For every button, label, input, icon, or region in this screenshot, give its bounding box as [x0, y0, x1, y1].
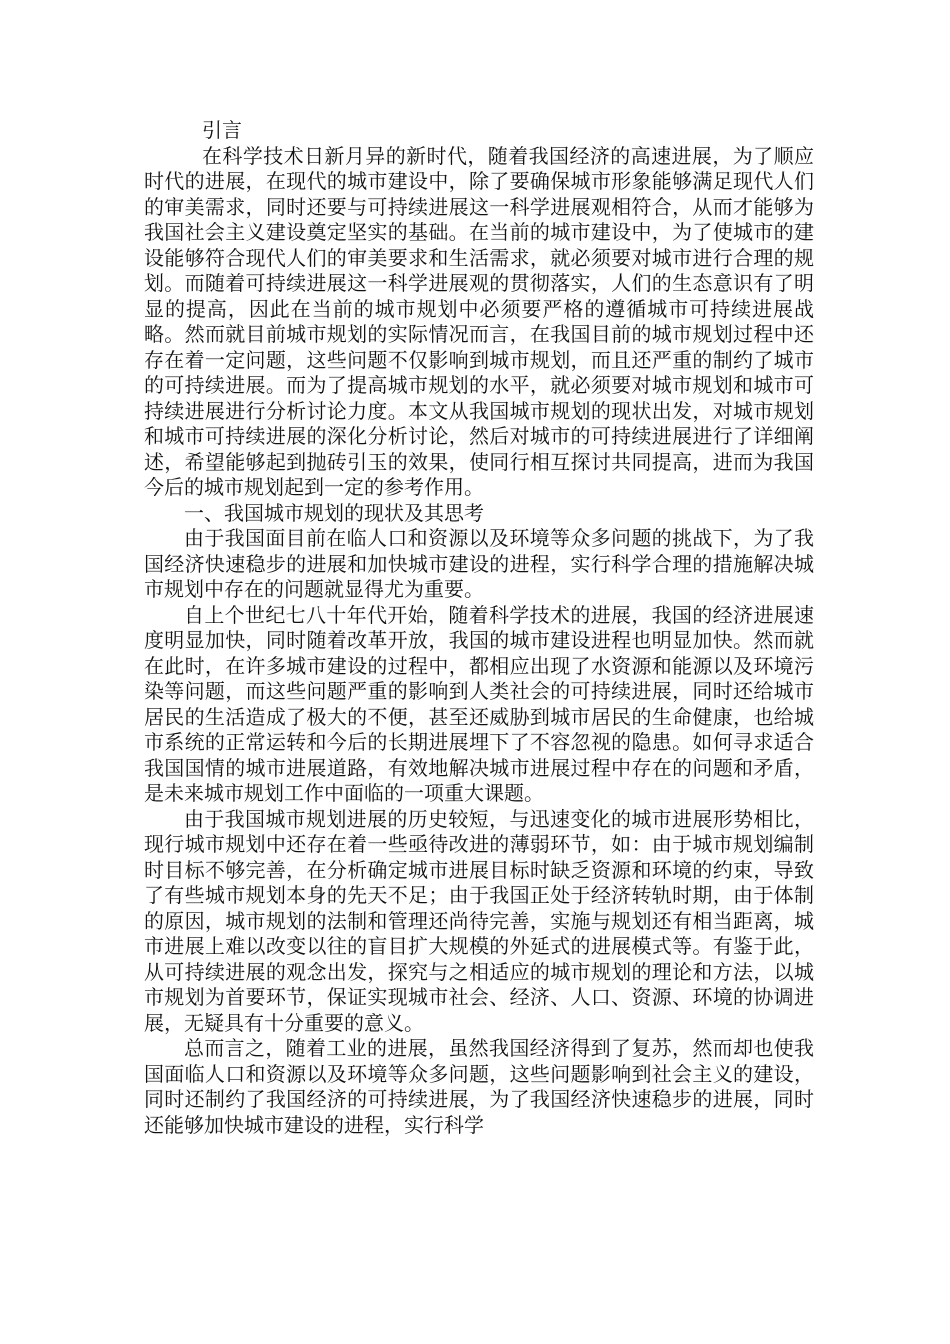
- body-paragraph: 总而言之，随着工业的进展，虽然我国经济得到了复苏，然而却也使我国面临人口和资源以及环境等众多问题，这些问题影响到社会主义的建设，同时还制约了我国经济的可持续进展，为了我国经济快速稳步的进展，同时还能够加快城市建设的进程，实行科学: [144, 1036, 814, 1137]
- intro-paragraph: 在科学技术日新月异的新时代，随着我国经济的高速进展，为了顺应时代的进展，在现代的城市建设中，除了要确保城市形象能够满足现代人们的审美需求，同时还要与可持续进展这一科学进展观相符合，从而才能够为我国社会主义建设奠定坚实的基础。在当前的城市建设中，为了使城市的建设能够符合现代人们的审美要求和生活需求，就必须要对城市进行合理的规划。而随着可持续进展这一科学进展观的贯彻落实，人们的生态意识有了明显的提高，因此在当前的城市规划中必须要严格的遵循城市可持续进展战略。然而就目前城市规划的实际情况而言，在我国目前的城市规划过程中还存在着一定问题，这些问题不仅影响到城市规划，而且还严重的制约了城市的可持续进展。而为了提高城市规划的水平，就必须要对城市规划和城市可持续进展进行分析讨论力度。本文从我国城市规划的现状出发，对城市规划和城市可持续进展的深化分析讨论，然后对城市的可持续进展进行了详细阐述，希望能够起到抛砖引玉的效果，使同行相互探讨共同提高，进而为我国今后的城市规划起到一定的参考作用。: [144, 143, 814, 499]
- section-heading: 一、我国城市规划的现状及其思考: [184, 500, 484, 525]
- body-paragraph: 由于我国面目前在临人口和资源以及环境等众多问题的挑战下，为了我国经济快速稳步的进展和加快城市建设的进程，实行科学合理的措施解决城市规划中存在的问题就显得尤为重要。: [144, 526, 814, 601]
- body-paragraph: 自上个世纪七八十年代开始，随着科学技术的进展，我国的经济进展速度明显加快，同时随着改革开放，我国的城市建设进程也明显加快。然而就在此时，在许多城市建设的过程中，都相应出现了水资源和能源以及环境污染等问题，而这些问题严重的影响到人类社会的可持续进展，同时还给城市居民的生活造成了极大的不便，甚至还威胁到城市居民的生命健康，也给城市系统的正常运转和今后的长期进展埋下了不容忽视的隐患。如何寻求适合我国国情的城市进展道路，有效地解决城市进展过程中存在的问题和矛盾，是未来城市规划工作中面临的一项重大课题。: [144, 602, 814, 805]
- body-paragraph: 由于我国城市规划进展的历史较短，与迅速变化的城市进展形势相比，现行城市规划中还存在着一些亟待改进的薄弱环节，如：由于城市规划编制时目标不够完善，在分析确定城市进展目标时缺乏资源和环境的约束，导致了有些城市规划本身的先天不足；由于我国正处于经济转轨时期，由于体制的原因，城市规划的法制和管理还尚待完善，实施与规划还有相当距离，城市进展上难以改变以往的盲目扩大规模的外延式的进展模式等。有鉴于此，从可持续进展的观念出发，探究与之相适应的城市规划的理论和方法，以城市规划为首要环节，保证实现城市社会、经济、人口、资源、环境的协调进展，无疑具有十分重要的意义。: [144, 806, 814, 1035]
- intro-heading: 引言: [202, 118, 242, 142]
- document-page: [144, 118, 814, 1138]
